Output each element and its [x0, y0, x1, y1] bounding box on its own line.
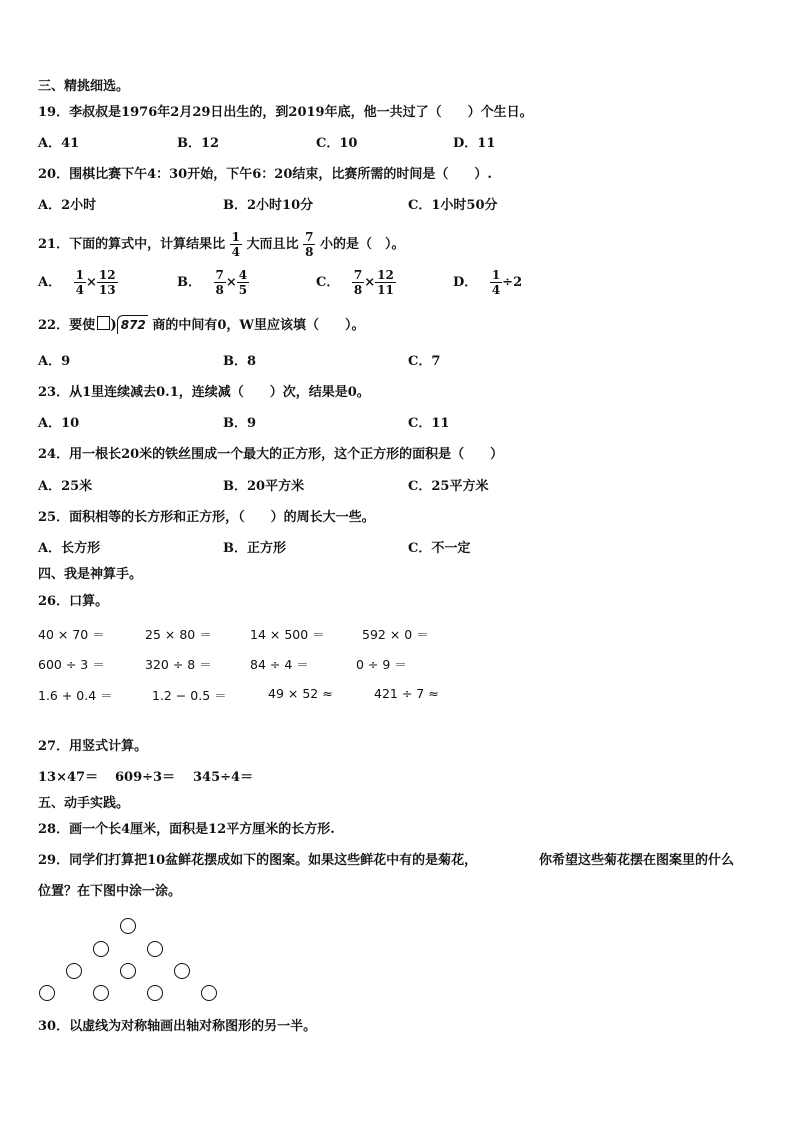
q20-option-c[interactable]: C．1小时50分	[408, 198, 498, 213]
q21-option-b[interactable]: B． $\frac{7}{8}$ × $\frac{4}{5}$	[177, 268, 248, 297]
question-23: 23．从1里连续减去0.1，连续减（ ）次，结果是0。	[38, 385, 370, 400]
q24-option-c[interactable]: C．25平方米	[408, 479, 489, 494]
vertical-calc-3: 345÷4＝	[193, 770, 254, 785]
section-4-heading: 四、我是神算手。	[38, 567, 143, 582]
long-division-dividend: 872	[117, 315, 148, 334]
q21-text-post: 小的是（ ）。	[319, 237, 405, 252]
flower-circle[interactable]	[39, 985, 55, 1001]
question-20: 20．围棋比赛下午4：30开始，下午6：20结束，比赛所需的时间是（ ）.	[38, 167, 492, 182]
calc-r1-c2: 25 × 80 ＝	[145, 627, 212, 642]
flower-circle[interactable]	[147, 941, 163, 957]
q22-option-b[interactable]: B．8	[223, 354, 257, 369]
question-29-line1a: 29．同学们打算把10盆鲜花摆成如下的图案。如果这些鲜花中有的是菊花，	[38, 853, 478, 868]
question-29-line1b: 你希望这些菊花摆在图案里的什么	[539, 853, 735, 868]
question-27: 27．用竖式计算。	[38, 739, 148, 754]
vertical-calc-1: 13×47＝	[38, 770, 99, 785]
section-3-heading: 三、精挑细选。	[38, 79, 130, 94]
q23-option-a[interactable]: A．10	[38, 416, 80, 431]
calc-r3-c4: 421 ÷ 7 ≈	[374, 686, 439, 701]
calc-r3-c2: 1.2 − 0.5 ＝	[152, 688, 227, 703]
q21-option-c[interactable]: C． $\frac{7}{8}$ × $\frac{12}{11}$	[316, 268, 394, 297]
flower-circle[interactable]	[174, 963, 190, 979]
question-30: 30．以虚线为对称轴画出轴对称图形的另一半。	[38, 1019, 317, 1034]
q22-text-pre: 22．要使	[38, 318, 96, 333]
q25-option-a[interactable]: A．长方形	[38, 541, 101, 556]
question-25: 25．面积相等的长方形和正方形，（ ）的周长大一些。	[38, 510, 375, 525]
blank-box	[97, 316, 110, 330]
flower-circle[interactable]	[93, 941, 109, 957]
q21-fraction-1: $\frac{1}{4}$	[231, 230, 240, 259]
calc-r2-c2: 320 ÷ 8 ＝	[145, 657, 212, 672]
q24-option-a[interactable]: A．25米	[38, 479, 93, 494]
calc-r3-c3: 49 × 52 ≈	[268, 686, 333, 701]
q21-text-pre: 21．下面的算式中，计算结果比	[38, 237, 226, 252]
calc-r1-c3: 14 × 500 ＝	[250, 627, 325, 642]
calc-r2-c4: 0 ÷ 9 ＝	[356, 657, 407, 672]
calc-r1-c1: 40 × 70 ＝	[38, 627, 105, 642]
q22-text-post: 商的中间有0，W里应该填（ ）。	[152, 318, 365, 333]
q23-option-c[interactable]: C．11	[408, 416, 450, 431]
question-21	[38, 230, 404, 259]
q19-option-d[interactable]: D．11	[453, 136, 496, 151]
q21-option-a[interactable]: A． $\frac{1}{4}$ × $\frac{12}{13}$	[38, 268, 116, 297]
q20-option-a[interactable]: A．2小时	[38, 198, 97, 213]
question-24: 24．用一根长20米的铁丝围成一个最大的正方形，这个正方形的面积是（ ）	[38, 447, 504, 462]
question-29-line2: 位置？在下图中涂一涂。	[38, 884, 182, 899]
q21-option-d[interactable]: D． $\frac{1}{4}$ ÷2	[453, 268, 523, 297]
q25-option-c[interactable]: C．不一定	[408, 541, 471, 556]
q19-option-b[interactable]: B．12	[177, 136, 220, 151]
q21-text-mid: 大而且比	[246, 237, 299, 252]
q21-fraction-2: $\frac{7}{8}$	[305, 230, 314, 259]
q19-option-c[interactable]: C．10	[316, 136, 358, 151]
vertical-calc-2: 609÷3＝	[115, 770, 176, 785]
calc-r2-c3: 84 ÷ 4 ＝	[250, 657, 309, 672]
flower-circle[interactable]	[147, 985, 163, 1001]
calc-r1-c4: 592 × 0 ＝	[362, 627, 429, 642]
q25-option-b[interactable]: B．正方形	[223, 541, 286, 556]
q19-option-a[interactable]: A．41	[38, 136, 80, 151]
calc-r3-c1: 1.6 + 0.4 ＝	[38, 688, 113, 703]
question-22: 22．要使 ) 872 商的中间有0，W里应该填（ ）。	[38, 317, 365, 333]
question-19: 19．李叔叔是1976年2月29日出生的，到2019年底，他一共过了（ ）个生日。	[38, 105, 533, 120]
flower-circle[interactable]	[120, 918, 136, 934]
q23-option-b[interactable]: B．9	[223, 416, 257, 431]
flower-circle[interactable]	[120, 963, 136, 979]
question-28: 28．画一个长4厘米，面积是12平方厘米的长方形.	[38, 822, 335, 837]
q22-option-a[interactable]: A．9	[38, 354, 71, 369]
q24-option-b[interactable]: B．20平方米	[223, 479, 305, 494]
flower-circle[interactable]	[201, 985, 217, 1001]
question-26: 26．口算。	[38, 594, 109, 609]
q22-option-c[interactable]: C．7	[408, 354, 441, 369]
calc-r2-c1: 600 ÷ 3 ＝	[38, 657, 105, 672]
flower-circle[interactable]	[93, 985, 109, 1001]
section-5-heading: 五、动手实践。	[38, 796, 130, 811]
flower-circle[interactable]	[66, 963, 82, 979]
q20-option-b[interactable]: B．2小时10分	[223, 198, 314, 213]
